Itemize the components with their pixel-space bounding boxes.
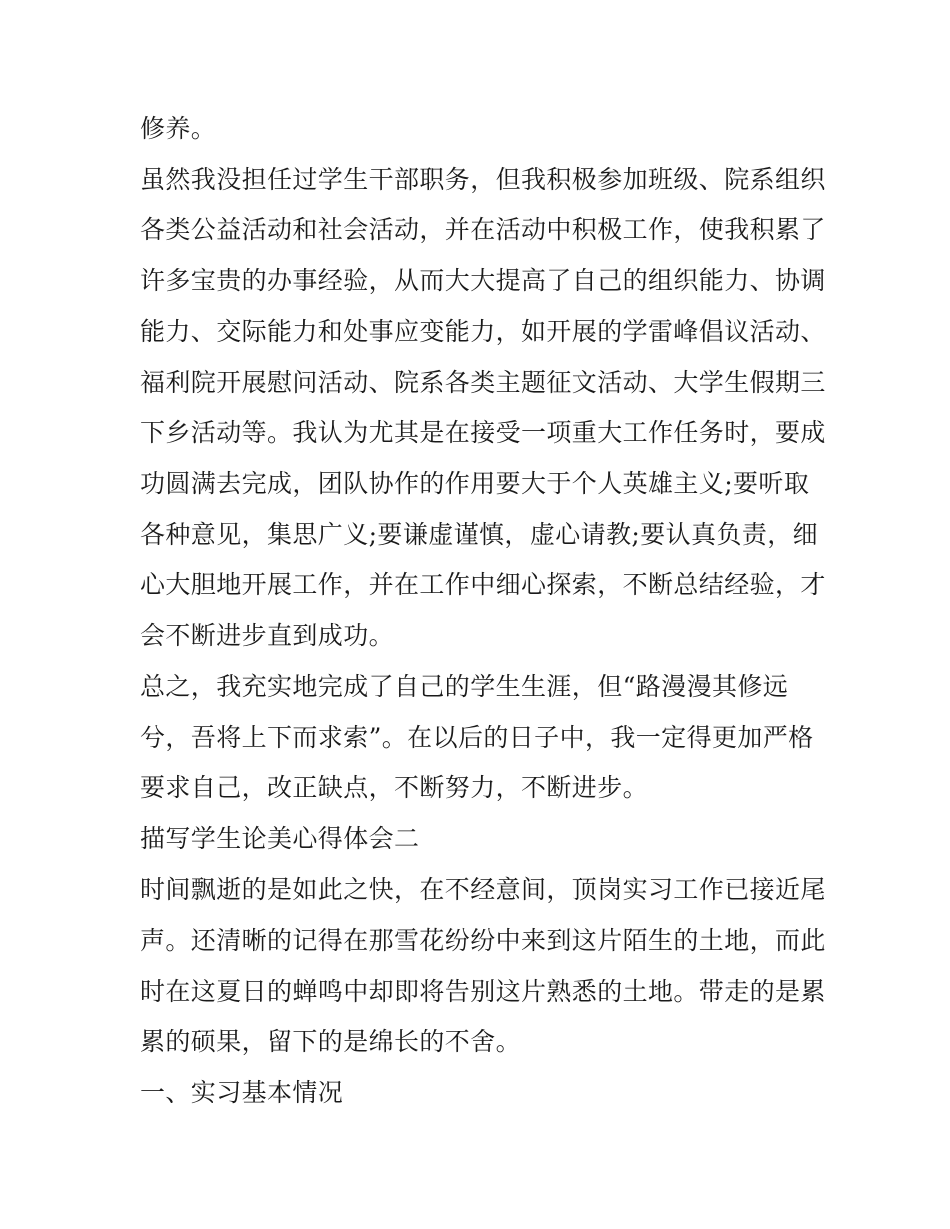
section-heading: 描写学生论美心得体会二 [140, 824, 420, 853]
text-line: 累的硕果，留下的是绵长的不舍。 [140, 1027, 522, 1056]
text-line: 会不断进步直到成功。 [140, 621, 395, 650]
text-line: 要求自己，改正缺点，不断努力，不断进步。 [140, 773, 649, 802]
text-line: 总之，我充实地完成了自己的学生生涯，但“路漫漫其修远 [140, 672, 789, 701]
text-line: 时在这夏日的蝉鸣中却即将告别这片熟悉的土地。带走的是累 [140, 977, 826, 1006]
text-line: 许多宝贵的办事经验，从而大大提高了自己的组织能力、协调 [140, 266, 826, 295]
text-line: 功圆满去完成，团队协作的作用要大于个人英雄主义;要听取 [140, 469, 810, 498]
text-line: 福利院开展慰问活动、院系各类主题征文活动、大学生假期三 [140, 368, 826, 397]
text-line: 能力、交际能力和处事应变能力，如开展的学雷峰倡议活动、 [140, 317, 826, 346]
section-heading: 一、实习基本情况 [140, 1078, 344, 1107]
text-line: 声。还清晰的记得在那雪花纷纷中来到这片陌生的土地，而此 [140, 926, 826, 955]
text-line: 心大胆地开展工作，并在工作中细心探索，不断总结经验，才 [140, 570, 826, 599]
text-line: 各种意见，集思广义;要谦虚谨慎，虚心请教;要认真负责，细 [140, 520, 819, 549]
text-line: 时间飘逝的是如此之快，在不经意间，顶岗实习工作已接近尾 [140, 875, 826, 904]
text-line: 下乡活动等。我认为尤其是在接受一项重大工作任务时，要成 [140, 418, 826, 447]
text-line: 虽然我没担任过学生干部职务，但我积极参加班级、院系组织 [140, 165, 826, 194]
text-line: 各类公益活动和社会活动，并在活动中积极工作，使我积累了 [140, 215, 826, 244]
text-line: 修养。 [140, 114, 217, 143]
text-line: 兮，吾将上下而求索”。在以后的日子中，我一定得更加严格 [140, 723, 814, 752]
